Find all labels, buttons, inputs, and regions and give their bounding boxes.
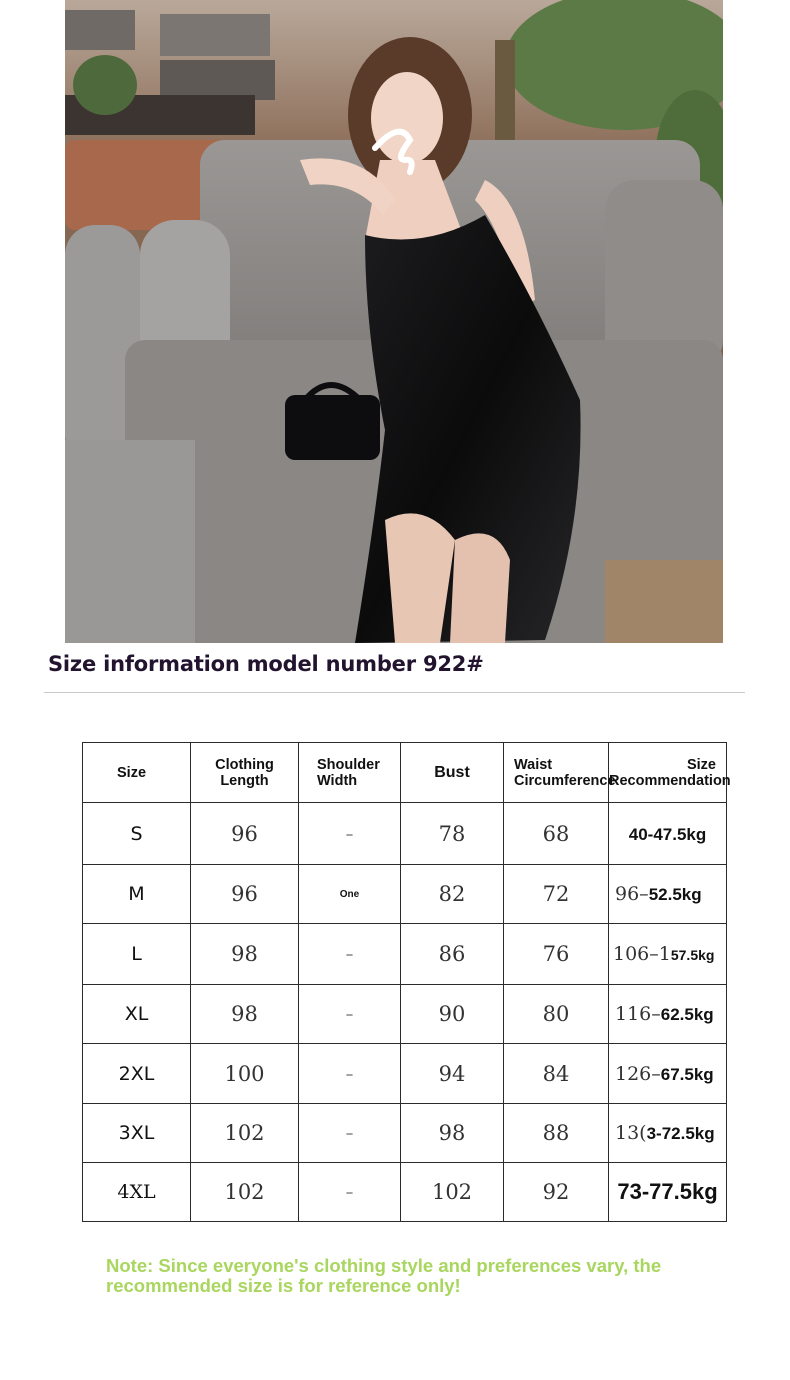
rec-weight: 62.5kg <box>660 1005 714 1024</box>
cell-bust: 94 <box>401 1044 504 1104</box>
rec-weight: 73-77.5kg <box>617 1179 718 1204</box>
header-recommendation <box>609 743 731 803</box>
table-row <box>83 1104 727 1163</box>
rec-prefix: 13( <box>615 1122 647 1144</box>
header-clothing-length-line2: Length <box>220 772 269 789</box>
cell-shoulder: – <box>299 803 401 865</box>
table-header-row <box>83 743 727 803</box>
cell-shoulder: – <box>299 1163 401 1222</box>
cell-bust: 102 <box>401 1163 504 1222</box>
cell-waist: 76 <box>504 924 609 985</box>
rec-prefix: 106–1 <box>613 943 671 965</box>
cell-size: 3XL <box>83 1104 191 1163</box>
cell-waist: 80 <box>504 985 609 1044</box>
cell-bust: 78 <box>401 803 504 865</box>
table-row <box>83 865 727 924</box>
rec-prefix: 96– <box>615 883 649 905</box>
cell-size: XL <box>83 985 191 1044</box>
cell-waist: 88 <box>504 1104 609 1163</box>
cell-shoulder: – <box>299 1044 401 1104</box>
header-waist-line2: Circumference <box>514 772 616 789</box>
cell-waist: 68 <box>504 803 609 865</box>
header-shoulder-width-line2: Width <box>317 772 358 789</box>
rec-weight: 40-47.5kg <box>628 824 707 844</box>
cell-size: 2XL <box>83 1044 191 1104</box>
cell-shoulder: – <box>299 924 401 985</box>
size-note: Note: Since everyone's clothing style and preferences vary, the recommended size is for reference only! <box>106 1255 662 1296</box>
cell-length: 98 <box>191 924 299 985</box>
cell-bust: 98 <box>401 1104 504 1163</box>
divider <box>44 692 745 693</box>
product-photo <box>65 0 723 643</box>
model-photo-illustration <box>65 0 723 643</box>
header-waist-line1: Waist <box>514 756 553 773</box>
rec-prefix: 126– <box>615 1062 661 1085</box>
cell-length: 96 <box>191 803 299 865</box>
table-row <box>83 985 727 1044</box>
cell-bust: 82 <box>401 865 504 924</box>
cell-bust: 86 <box>401 924 504 985</box>
cell-size: 4XL <box>83 1163 191 1222</box>
rec-weight: 57.5kg <box>670 947 715 963</box>
header-waist <box>504 743 616 803</box>
table-row <box>83 1163 727 1222</box>
cell-size: S <box>83 803 191 865</box>
header-bust: Bust <box>401 743 504 803</box>
header-recommendation-line1: Size <box>686 756 716 773</box>
cell-size: L <box>83 924 191 985</box>
cell-size: M <box>83 865 191 924</box>
cell-recommendation <box>609 924 727 985</box>
cell-recommendation <box>609 865 727 924</box>
cell-length: 98 <box>191 985 299 1044</box>
cell-recommendation <box>609 1044 727 1104</box>
cell-length: 96 <box>191 865 299 924</box>
cell-bust: 90 <box>401 985 504 1044</box>
cell-waist: 84 <box>504 1044 609 1104</box>
rec-weight: 52.5kg <box>648 885 702 904</box>
cell-length: 100 <box>191 1044 299 1104</box>
cell-shoulder: One <box>299 865 401 924</box>
table-row <box>83 803 727 865</box>
cell-shoulder: – <box>299 1104 401 1163</box>
cell-recommendation <box>609 1163 727 1222</box>
cell-recommendation <box>609 803 727 865</box>
cell-waist: 72 <box>504 865 609 924</box>
size-table <box>82 742 731 1222</box>
header-shoulder-width-line1: Shoulder <box>317 756 380 773</box>
header-clothing-length-line1: Clothing <box>215 756 274 773</box>
cell-waist: 92 <box>504 1163 609 1222</box>
rec-weight: 67.5kg <box>660 1064 714 1084</box>
header-size: Size <box>83 743 191 803</box>
rec-prefix: 116– <box>615 1003 661 1025</box>
cell-length: 102 <box>191 1163 299 1222</box>
cell-recommendation <box>609 1104 727 1163</box>
rec-weight: 3-72.5kg <box>646 1124 715 1143</box>
header-shoulder-width <box>299 743 401 803</box>
table-row <box>83 924 727 985</box>
cell-recommendation <box>609 985 727 1044</box>
size-info-heading: Size information model number 922# <box>48 652 484 676</box>
cell-shoulder: – <box>299 985 401 1044</box>
cell-length: 102 <box>191 1104 299 1163</box>
header-clothing-length <box>191 743 299 803</box>
header-recommendation-line2: Recommendation <box>609 772 731 789</box>
table-row <box>83 1044 727 1104</box>
